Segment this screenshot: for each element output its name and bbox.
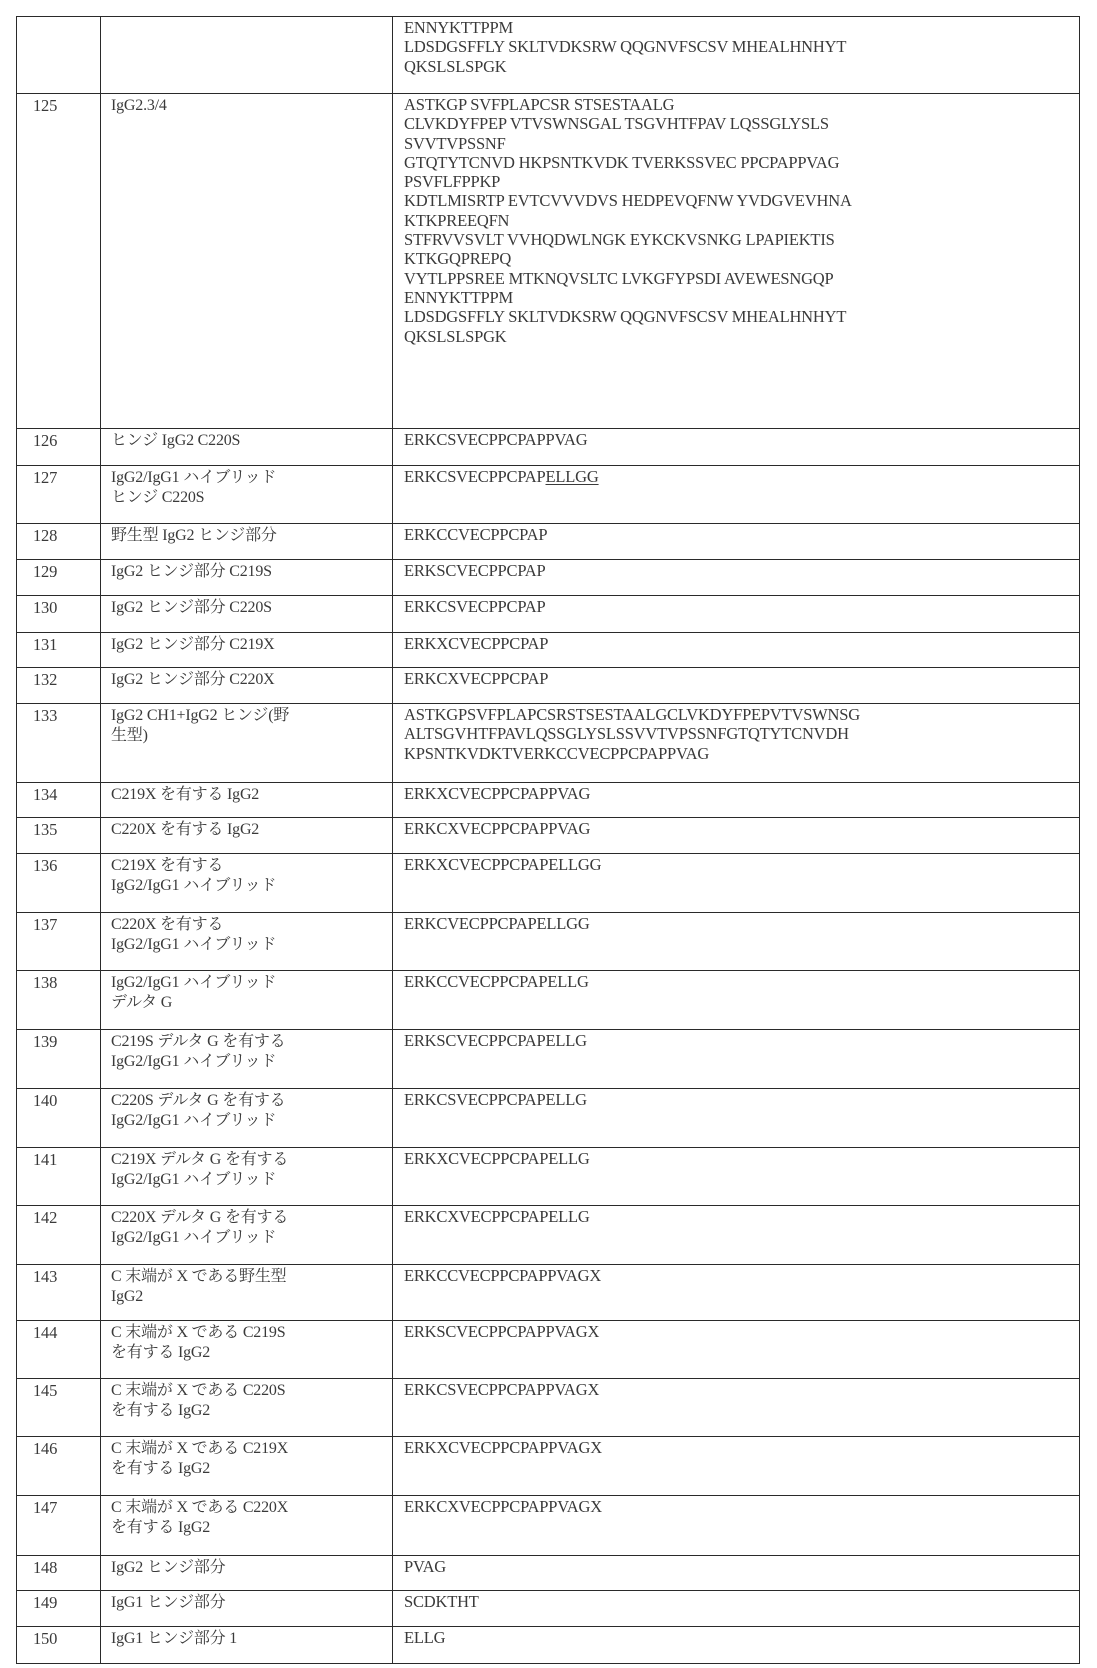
seq-name-cell xyxy=(101,560,393,596)
seq-name-cell xyxy=(101,854,393,913)
sequence-line: ERKCSVECPPCPAPPVAGX xyxy=(404,1380,600,1399)
table-row xyxy=(17,1591,1080,1627)
seq-name-line: IgG2 ヒンジ部分 C220S xyxy=(111,599,272,616)
sequence-line: ERKSCVECPPCPAPELLG xyxy=(404,1031,587,1050)
sequence-line: ERKCXVECPPCPAPELLG xyxy=(404,1207,590,1226)
sequence-line: SVVTVPSSNF xyxy=(404,133,506,153)
seq-id-cell: 141 xyxy=(17,1148,101,1206)
sequence-cell xyxy=(393,429,1080,466)
table-row xyxy=(17,524,1080,560)
seq-name-line: C219S デルタ G を有する xyxy=(111,1033,286,1050)
table-row xyxy=(17,1265,1080,1321)
seq-name-line: IgG2/IgG1 ハイブリッド xyxy=(111,1052,277,1070)
sequence-line: ERKCCVECPPCPAPELLG xyxy=(404,972,589,991)
seq-name-line: C220X デルタ G を有する xyxy=(111,1209,289,1226)
sequence-line: ENNYKTTPPM xyxy=(404,287,513,307)
sequence-cell xyxy=(393,1379,1080,1437)
seq-name-cell xyxy=(101,1089,393,1148)
seq-name-line: IgG2/IgG1 ハイブリッド xyxy=(111,935,277,953)
sequence-line: ERKCVECPPCPAPELLGG xyxy=(404,914,590,933)
seq-name-line: デルタ G xyxy=(111,993,173,1011)
sequence-cell xyxy=(393,633,1080,668)
seq-name-line: IgG2/IgG1 ハイブリッド xyxy=(111,1228,277,1246)
seq-id-cell: 145 xyxy=(17,1379,101,1437)
seq-name-line: IgG2 CH1+IgG2 ヒンジ(野 xyxy=(111,707,290,724)
seq-id-cell: 146 xyxy=(17,1437,101,1496)
seq-name-line: IgG2/IgG1 ハイブリッド xyxy=(111,974,277,991)
seq-name-cell xyxy=(101,429,393,466)
seq-name-cell xyxy=(101,1437,393,1496)
sequence-line: ASTKGPSVFPLAPCSRSTSESTAALGCLVKDYFPEPVTVSWNSG xyxy=(404,705,860,724)
sequence-line: ERKCXVECPPCPAPPVAGX xyxy=(404,1497,602,1516)
table-row xyxy=(17,1148,1080,1206)
table-row xyxy=(17,1496,1080,1556)
sequence-line: ERKXCVECPPCPAP xyxy=(404,634,549,653)
seq-name-line: を有する IgG2 xyxy=(111,1518,211,1536)
seq-name-line: 野生型 IgG2 ヒンジ部分 xyxy=(111,527,277,544)
sequence-cell xyxy=(393,1265,1080,1321)
seq-name-cell xyxy=(101,704,393,783)
table-row xyxy=(17,1321,1080,1379)
seq-id-cell: 134 xyxy=(17,783,101,818)
sequence-cell xyxy=(393,854,1080,913)
seq-name-line: を有する IgG2 xyxy=(111,1459,211,1477)
seq-id-cell: 126 xyxy=(17,429,101,466)
table-row xyxy=(17,1089,1080,1148)
sequence-line: ERKCCVECPPCPAP xyxy=(404,525,548,544)
seq-id-cell: 131 xyxy=(17,633,101,668)
sequence-line: ERKSCVECPPCPAPPVAGX xyxy=(404,1322,600,1341)
sequence-line: ERKCSVECPPCPAPELLG xyxy=(404,1090,587,1109)
seq-name-line: C 末端が X である C219S xyxy=(111,1324,286,1341)
sequence-line: ERKXCVECPPCPAPELLGG xyxy=(404,855,602,874)
sequence-line: ERKXCVECPPCPAPPVAGX xyxy=(404,1438,602,1457)
seq-name-line: C219X を有する IgG2 xyxy=(111,786,260,803)
sequence-line: SCDKTHT xyxy=(404,1592,479,1611)
seq-name-cell xyxy=(101,94,393,429)
sequence-line: ERKCXVECPPCPAPPVAG xyxy=(404,819,591,838)
seq-name-line: C220X を有する xyxy=(111,916,224,933)
table-row xyxy=(17,971,1080,1030)
seq-name-line: を有する IgG2 xyxy=(111,1343,211,1361)
sequence-cell xyxy=(393,668,1080,704)
sequence-cell xyxy=(393,1437,1080,1496)
table-row xyxy=(17,596,1080,633)
seq-id-cell: 140 xyxy=(17,1089,101,1148)
sequence-line: ELLG xyxy=(404,1628,446,1647)
sequence-table xyxy=(16,16,1080,1664)
sequence-cell xyxy=(393,466,1080,524)
seq-name-cell xyxy=(101,524,393,560)
table-row xyxy=(17,466,1080,524)
sequence-line: PSVFLFPPKP xyxy=(404,172,501,192)
seq-id-cell: 130 xyxy=(17,596,101,633)
seq-name-cell xyxy=(101,668,393,704)
seq-name-line: IgG2 ヒンジ部分 xyxy=(111,1559,226,1576)
sequence-cell xyxy=(393,1030,1080,1089)
sequence-line: VYTLPPSREE MTKNQVSLTC LVKGFYPSDI AVEWESNGQP xyxy=(404,268,834,288)
seq-id-cell: 138 xyxy=(17,971,101,1030)
seq-name-cell xyxy=(101,633,393,668)
seq-id-cell: 137 xyxy=(17,913,101,971)
sequence-cell xyxy=(393,971,1080,1030)
sequence-cell xyxy=(393,1627,1080,1664)
seq-name-line: を有する IgG2 xyxy=(111,1401,211,1419)
table-row xyxy=(17,704,1080,783)
sequence-cell xyxy=(393,704,1080,783)
sequence-table-body xyxy=(17,17,1080,1664)
sequence-line: KTKPREEQFN xyxy=(404,210,510,230)
seq-name-line: C219X デルタ G を有する xyxy=(111,1151,289,1168)
seq-name-cell xyxy=(101,1030,393,1089)
sequence-line: KTKGQPREPQ xyxy=(404,249,512,269)
sequence-cell xyxy=(393,17,1080,94)
sequence-line: GTQTYTCNVD HKPSNTKVDK TVERKSSVEC PPCPAPPVAG xyxy=(404,152,840,172)
seq-id-cell: 144 xyxy=(17,1321,101,1379)
table-row xyxy=(17,668,1080,704)
sequence-cell xyxy=(393,94,1080,429)
table-row xyxy=(17,854,1080,913)
seq-name-line: IgG2 ヒンジ部分 C219S xyxy=(111,563,272,580)
seq-name-cell xyxy=(101,818,393,854)
sequence-underlined-segment: ELLGG xyxy=(545,467,599,486)
seq-id-cell: 149 xyxy=(17,1591,101,1627)
sequence-line: ERKXCVECPPCPAPPVAG xyxy=(404,784,591,803)
seq-name-line: IgG1 ヒンジ部分 1 xyxy=(111,1630,238,1647)
table-row xyxy=(17,560,1080,596)
sequence-line: KDTLMISRTP EVTCVVVDVS HEDPEVQFNW YVDGVEVHNA xyxy=(404,191,852,211)
sequence-line: QKSLSLSPGK xyxy=(404,56,507,76)
seq-name-line: IgG1 ヒンジ部分 xyxy=(111,1594,226,1611)
seq-id-cell: 143 xyxy=(17,1265,101,1321)
sequence-line: ERKCSVECPPCPAP xyxy=(404,597,546,616)
seq-name-line: IgG2 ヒンジ部分 C219X xyxy=(111,636,275,653)
table-row xyxy=(17,17,1080,94)
sequence-line: CLVKDYFPEP VTVSWNSGAL TSGVHTFPAV LQSSGLYSLS xyxy=(404,114,829,134)
sequence-cell xyxy=(393,1148,1080,1206)
table-row xyxy=(17,1437,1080,1496)
table-row xyxy=(17,94,1080,429)
sequence-line: ENNYKTTPPM xyxy=(404,18,513,37)
table-row xyxy=(17,783,1080,818)
seq-name-line: C 末端が X である C220S xyxy=(111,1382,286,1399)
seq-id-cell: 148 xyxy=(17,1556,101,1591)
seq-name-cell xyxy=(101,783,393,818)
seq-id-cell: 128 xyxy=(17,524,101,560)
seq-name-line: IgG2 xyxy=(111,1287,144,1305)
seq-id-cell: 135 xyxy=(17,818,101,854)
table-row xyxy=(17,1030,1080,1089)
sequence-cell xyxy=(393,1591,1080,1627)
seq-id-cell: 139 xyxy=(17,1030,101,1089)
sequence-prefix: ERKCSVECPPCPAP xyxy=(404,467,546,486)
sequence-line: ERKCXVECPPCPAP xyxy=(404,669,549,688)
sequence-cell xyxy=(393,783,1080,818)
table-row xyxy=(17,1556,1080,1591)
sequence-line: STFRVVSVLT VVHQDWLNGK EYKCKVSNKG LPAPIEKTIS xyxy=(404,230,835,250)
sequence-line: KPSNTKVDKTVERKCCVECPPCPAPPVAG xyxy=(404,743,710,763)
sequence-line: QKSLSLSPGK xyxy=(404,326,507,346)
sequence-cell xyxy=(393,560,1080,596)
seq-name-cell xyxy=(101,913,393,971)
seq-name-line: 生型) xyxy=(111,726,148,744)
seq-name-line: C220X を有する IgG2 xyxy=(111,821,260,838)
seq-name-line: C220S デルタ G を有する xyxy=(111,1092,286,1109)
seq-name-cell xyxy=(101,466,393,524)
seq-name-line: C219X を有する xyxy=(111,857,224,874)
sequence-cell xyxy=(393,1556,1080,1591)
seq-name-cell xyxy=(101,1321,393,1379)
seq-name-cell xyxy=(101,1379,393,1437)
table-row xyxy=(17,1206,1080,1265)
seq-name-line: C 末端が X である C219X xyxy=(111,1440,289,1457)
sequence-cell xyxy=(393,913,1080,971)
seq-name-cell xyxy=(101,596,393,633)
seq-name-cell xyxy=(101,1591,393,1627)
sequence-line: ASTKGP SVFPLAPCSR STSESTAALG xyxy=(404,95,675,114)
seq-name-line: ヒンジ C220S xyxy=(111,488,205,506)
seq-id-cell: 127 xyxy=(17,466,101,524)
seq-id-cell: 132 xyxy=(17,668,101,704)
sequence-cell xyxy=(393,1496,1080,1556)
table-row xyxy=(17,633,1080,668)
seq-id-cell: 125 xyxy=(17,94,101,429)
sequence-line: PVAG xyxy=(404,1557,446,1576)
sequence-cell xyxy=(393,1321,1080,1379)
sequence-cell xyxy=(393,1089,1080,1148)
seq-id-cell: 136 xyxy=(17,854,101,913)
seq-name-line: IgG2/IgG1 ハイブリッド xyxy=(111,469,277,486)
seq-name-cell xyxy=(101,1206,393,1265)
seq-name-cell xyxy=(101,1627,393,1664)
seq-name-line: ヒンジ IgG2 C220S xyxy=(111,432,241,449)
seq-name-cell xyxy=(101,1496,393,1556)
seq-name-line: IgG2/IgG1 ハイブリッド xyxy=(111,876,277,894)
seq-id-cell: 133 xyxy=(17,704,101,783)
sequence-cell xyxy=(393,596,1080,633)
seq-name-cell xyxy=(101,1148,393,1206)
sequence-line: ALTSGVHTFPAVLQSSGLYSLSSVVTVPSSNFGTQTYTCNVDH xyxy=(404,724,849,744)
sequence-line: ERKXCVECPPCPAPELLG xyxy=(404,1149,590,1168)
sequence-cell xyxy=(393,524,1080,560)
seq-id-cell: 147 xyxy=(17,1496,101,1556)
seq-name-cell xyxy=(101,1265,393,1321)
table-row xyxy=(17,1627,1080,1664)
seq-id-cell: 150 xyxy=(17,1627,101,1664)
seq-name-cell xyxy=(101,17,393,94)
sequence-line: LDSDGSFFLY SKLTVDKSRW QQGNVFSCSV MHEALHNHYT xyxy=(404,307,847,327)
table-row xyxy=(17,913,1080,971)
seq-name-cell xyxy=(101,1556,393,1591)
sequence-cell xyxy=(393,1206,1080,1265)
seq-name-line: C 末端が X である野生型 xyxy=(111,1268,287,1285)
seq-id-cell: 129 xyxy=(17,560,101,596)
sequence-cell xyxy=(393,818,1080,854)
seq-name-line: IgG2/IgG1 ハイブリッド xyxy=(111,1111,277,1129)
seq-name-line: IgG2.3/4 xyxy=(111,97,167,114)
sequence-line: ERKCSVECPPCPAPPVAG xyxy=(404,430,588,449)
seq-name-line: C 末端が X である C220X xyxy=(111,1499,289,1516)
table-row xyxy=(17,818,1080,854)
sequence-line xyxy=(404,467,1073,486)
seq-id-cell: 142 xyxy=(17,1206,101,1265)
seq-name-line: IgG2 ヒンジ部分 C220X xyxy=(111,671,275,688)
sequence-line: LDSDGSFFLY SKLTVDKSRW QQGNVFSCSV MHEALHNHYT xyxy=(404,37,847,57)
seq-name-line: IgG2/IgG1 ハイブリッド xyxy=(111,1170,277,1188)
table-row xyxy=(17,1379,1080,1437)
sequence-line: ERKCCVECPPCPAPPVAGX xyxy=(404,1266,602,1285)
sequence-line: ERKSCVECPPCPAP xyxy=(404,561,546,580)
table-row xyxy=(17,429,1080,466)
seq-id-cell xyxy=(17,17,101,94)
seq-name-cell xyxy=(101,971,393,1030)
